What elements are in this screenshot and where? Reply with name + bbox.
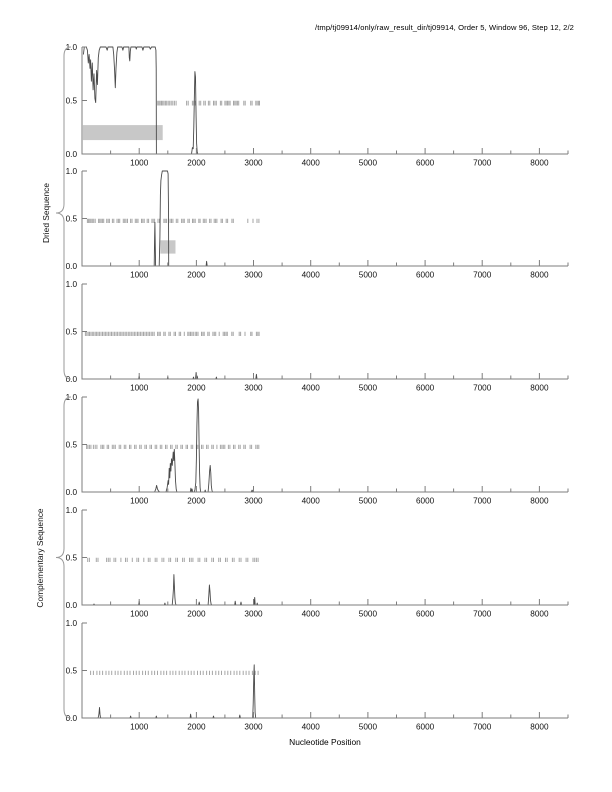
x-tick-label: 2000 (187, 609, 206, 619)
plot-title: /tmp/tj09914/only/raw_result_dir/tj09914, Order 5, Window 96, Step 12, 2/2 (315, 23, 574, 32)
y-tick-label: 0.0 (65, 261, 77, 271)
x-tick-label: 1000 (130, 496, 149, 506)
sequence-match-marks (85, 332, 259, 336)
subplot-complementary-1 (66, 393, 568, 506)
tick-marks (82, 397, 568, 492)
tick-marks (82, 510, 568, 605)
subplot-dried-3 (66, 280, 568, 393)
highlight-bar (83, 125, 163, 140)
x-tick-label: 6000 (415, 270, 435, 280)
x-tick-label: 7000 (473, 383, 492, 393)
x-tick-label: 3000 (244, 383, 263, 393)
y-tick-label: 0.5 (65, 327, 77, 337)
x-tick-label: 8000 (530, 383, 549, 393)
x-tick-label: 7000 (473, 722, 492, 732)
y-tick-label: 0.0 (65, 487, 77, 497)
x-tick-label: 3000 (244, 270, 263, 280)
y-tick-label: 0.0 (65, 374, 77, 384)
x-tick-label: 3000 (244, 609, 263, 619)
x-tick-label: 3000 (244, 496, 263, 506)
probability-curve (83, 47, 568, 154)
y-tick-label: 0.0 (65, 713, 77, 723)
axes-spines (82, 510, 568, 605)
x-tick-label: 2000 (187, 496, 206, 506)
x-tick-label: 4000 (301, 722, 320, 732)
x-tick-label: 8000 (530, 722, 549, 732)
y-tick-label: 0.5 (65, 440, 77, 450)
x-tick-label: 7000 (473, 496, 492, 506)
axes-spines (82, 397, 568, 492)
sequence-match-marks (87, 219, 259, 223)
x-tick-label: 3000 (244, 158, 263, 168)
x-tick-label: 6000 (415, 609, 435, 619)
x-tick-label: 5000 (358, 158, 378, 168)
y-tick-label: 0.5 (65, 553, 77, 563)
x-tick-label: 2000 (187, 270, 206, 280)
y-tick-label: 1.0 (65, 392, 77, 402)
sequence-match-marks (91, 671, 259, 675)
x-tick-label: 1000 (130, 722, 149, 732)
x-tick-label: 6000 (415, 722, 435, 732)
x-tick-label: 1000 (130, 383, 149, 393)
y-tick-label: 0.0 (65, 149, 77, 159)
tick-marks (82, 171, 568, 266)
subplot-complementary-2 (66, 506, 568, 619)
x-tick-label: 2000 (187, 158, 206, 168)
x-tick-label: 8000 (530, 609, 549, 619)
sequence-match-marks (158, 101, 260, 106)
x-tick-label: 6000 (415, 383, 435, 393)
y-tick-label: 1.0 (65, 166, 77, 176)
x-tick-label: 1000 (130, 158, 149, 168)
x-tick-label: 7000 (473, 609, 492, 619)
x-tick-label: 4000 (301, 270, 320, 280)
probability-curve (82, 171, 568, 266)
y-tick-label: 0.5 (65, 96, 77, 106)
x-tick-label: 7000 (473, 158, 492, 168)
x-tick-label: 1000 (130, 609, 149, 619)
x-tick-label: 5000 (358, 383, 378, 393)
x-tick-label: 8000 (530, 158, 549, 168)
x-tick-label: 4000 (301, 496, 320, 506)
probability-curve (82, 575, 568, 605)
y-tick-label: 1.0 (65, 42, 77, 52)
sequence-match-marks (88, 558, 258, 562)
x-tick-label: 8000 (530, 496, 549, 506)
x-tick-label: 5000 (358, 270, 378, 280)
sequence-match-marks (87, 445, 259, 449)
y-tick-label: 1.0 (65, 279, 77, 289)
y-tick-label: 0.5 (65, 666, 77, 676)
axes-spines (82, 623, 568, 718)
x-tick-label: 4000 (301, 383, 320, 393)
x-tick-label: 7000 (473, 270, 492, 280)
y-tick-label: 0.5 (65, 214, 77, 224)
x-tick-label: 6000 (415, 158, 435, 168)
x-tick-label: 5000 (358, 496, 378, 506)
x-tick-label: 4000 (301, 158, 320, 168)
x-tick-label: 2000 (187, 722, 206, 732)
x-tick-label: 5000 (358, 609, 378, 619)
highlight-bar (160, 240, 175, 253)
group-label-complementary-sequence: Complementary Sequence (35, 507, 45, 608)
x-tick-label: 8000 (530, 270, 549, 280)
x-tick-label: 3000 (244, 722, 263, 732)
x-tick-label: 2000 (187, 383, 206, 393)
y-tick-label: 0.0 (65, 600, 77, 610)
tick-marks (82, 623, 568, 718)
x-tick-label: 6000 (415, 496, 435, 506)
axes-spines (82, 171, 568, 266)
x-tick-label: 5000 (358, 722, 378, 732)
y-tick-label: 1.0 (65, 505, 77, 515)
subplot-dried-1 (66, 43, 568, 168)
tick-marks (82, 284, 568, 379)
probability-curve (82, 372, 568, 379)
y-tick-label: 1.0 (65, 618, 77, 628)
x-tick-label: 4000 (301, 609, 320, 619)
subplot-complementary-3 (66, 619, 568, 732)
x-tick-label: 1000 (130, 270, 149, 280)
axes-spines (82, 284, 568, 379)
x-axis-label: Nucleotide Position (289, 737, 361, 747)
subplot-dried-2 (66, 167, 568, 280)
group-label-dried-sequence: Dried Sequence (41, 182, 51, 244)
